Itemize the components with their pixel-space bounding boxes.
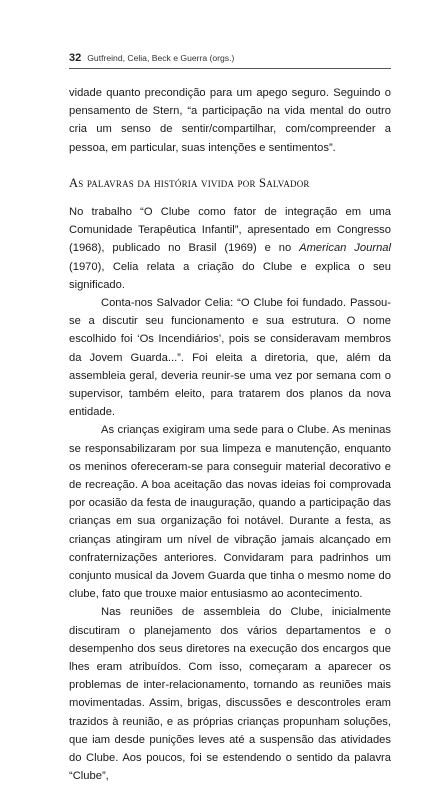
section-body [69, 203, 391, 786]
opening-paragraph: vidade quanto precondição para um apego seguro. Seguindo o pensamento de Stern, “a participação na vida mental do outro cria um senso de sentir/compartilhar, com/compreender a pessoa, em particular, suas intenções e sentimentos”. [69, 87, 391, 154]
section-title: As palavras da história vivida por Salvador [69, 176, 310, 190]
page-number: 32 [69, 52, 82, 64]
journal-title: American Journal [299, 242, 391, 255]
running-title: Gutfreind, Celia, Beck e Guerra (orgs.) [87, 53, 235, 63]
paragraph-1-text-b: (1970), Celia relata a criação do Clube e explica o seu significado. [69, 260, 391, 291]
paragraph-3: As crianças exigiram uma sede para o Clube. As meninas se responsabilizaram por sua limpeza e manutenção, enquanto os meninos ofereceram-se para conseguir material decorativo e de recreação. A boa aceitação das novas ideias foi comprovada por ocasião da festa de inauguração, quando a participação das crianças em sua organização foi notável. Durante a festa, as crianças atingiram um nível de vibração jamais alcançado em confraternizações anteriores. Convidaram para padrinhos um conjunto musical da Jovem Guarda que tinha o mesmo nome do clube, fato que trouxe maior entusiasmo ao acontecimento. [69, 424, 391, 601]
paragraph-1 [69, 203, 391, 294]
paragraph-1-text-a: No trabalho “O Clube como fator de integração em uma Comunidade Terapêutica Infantil”, apresentado em Congresso (1968), publicado no Brasil (1969) e no [69, 206, 391, 255]
header-rule [69, 68, 391, 69]
opening-text [69, 84, 391, 157]
running-header [69, 52, 391, 64]
paragraph-4: Nas reuniões de assembleia do Clube, inicialmente discutiram o planejamento dos vários departamentos e o desempenho dos seus diretores na execução dos encargos que lhes eram atribuídos. Com isso, começaram a aparecer os problemas de inter-relacionamento, tornando as reuniões mais movimentadas. Assim, brigas, discussões e descontroles eram trazidos à reunião, e as próprias crianças propunham soluções, que iam desde punições leves até a suspensão das atividades do Clube. Aos poucos, foi se estendendo o sentido da palavra “Clube”, [69, 606, 391, 783]
paragraph-2: Conta-nos Salvador Celia: “O Clube foi fundado. Passou-se a discutir seu funcionamento e sua estrutura. O nome escolhido foi ‘Os Incendiários’, pois se consideravam membros da Jovem Guarda...”. Foi eleita a diretoria, que, além da assembleia geral, deveria reunir-se uma vez por semana com o supervisor, também eleito, para tratarem dos planos da nova entidade. [69, 297, 391, 419]
